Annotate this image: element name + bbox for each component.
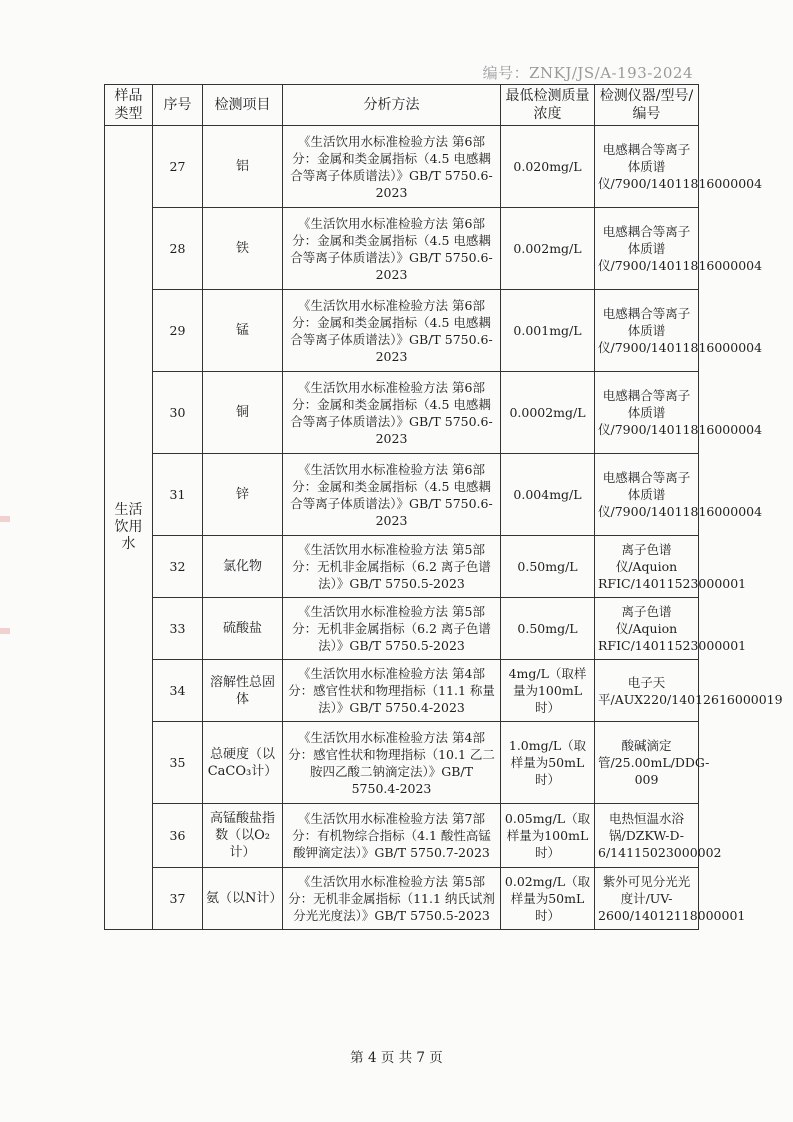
- table-row: [105, 660, 699, 722]
- stamp-mark: [0, 628, 10, 634]
- method-cell: 《生活饮用水标准检验方法 第7部分：有机物综合指标（4.1 酸性高锰酸钾滴定法）》GB/T 5750.7-2023: [283, 804, 501, 868]
- item-cell: 锌: [203, 454, 283, 536]
- limit-cell: 0.50mg/L: [501, 536, 595, 598]
- instrument-cell: 离子色谱仪/Aquion RFIC/14011523000001: [595, 598, 699, 660]
- limit-cell: 0.50mg/L: [501, 598, 595, 660]
- table-row: [105, 454, 699, 536]
- table-row: [105, 598, 699, 660]
- seq-cell: 29: [153, 290, 203, 372]
- item-cell: 氯化物: [203, 536, 283, 598]
- instrument-cell: 电子天平/AUX220/14012616000019: [595, 660, 699, 722]
- header-row: [105, 85, 699, 126]
- seq-cell: 34: [153, 660, 203, 722]
- header-method: 分析方法: [283, 85, 501, 126]
- limit-cell: 0.05mg/L（取样量为100mL时）: [501, 804, 595, 868]
- method-cell: 《生活饮用水标准检验方法 第6部分：金属和类金属指标（4.5 电感耦合等离子体质谱法）》GB/T 5750.6-2023: [283, 126, 501, 208]
- instrument-cell: 电感耦合等离子体质谱仪/7900/14011816000004: [595, 126, 699, 208]
- instrument-cell: 电感耦合等离子体质谱仪/7900/14011816000004: [595, 208, 699, 290]
- item-cell: 氨（以N计）: [203, 868, 283, 930]
- table-row: [105, 290, 699, 372]
- item-cell: 总硬度（以CaCO₃计）: [203, 722, 283, 804]
- seq-cell: 27: [153, 126, 203, 208]
- seq-cell: 37: [153, 868, 203, 930]
- item-cell: 溶解性总固体: [203, 660, 283, 722]
- limit-cell: 0.004mg/L: [501, 454, 595, 536]
- table-row: [105, 722, 699, 804]
- item-cell: 硫酸盐: [203, 598, 283, 660]
- item-cell: 铝: [203, 126, 283, 208]
- limit-cell: 0.02mg/L（取样量为50mL时）: [501, 868, 595, 930]
- limit-cell: 0.001mg/L: [501, 290, 595, 372]
- instrument-cell: 电感耦合等离子体质谱仪/7900/14011816000004: [595, 454, 699, 536]
- table-row: [105, 868, 699, 930]
- detection-table: [104, 84, 783, 930]
- stamp-mark: [0, 516, 10, 522]
- instrument-cell: 电感耦合等离子体质谱仪/7900/14011816000004: [595, 372, 699, 454]
- seq-cell: 36: [153, 804, 203, 868]
- method-cell: 《生活饮用水标准检验方法 第4部分：感官性状和物理指标（11.1 称量法）》GB/T 5750.4-2023: [283, 660, 501, 722]
- page-footer: 第 4 页 共 7 页: [350, 1050, 443, 1066]
- limit-cell: 0.002mg/L: [501, 208, 595, 290]
- seq-cell: 32: [153, 536, 203, 598]
- method-cell: 《生活饮用水标准检验方法 第6部分：金属和类金属指标（4.5 电感耦合等离子体质谱法）》GB/T 5750.6-2023: [283, 208, 501, 290]
- method-cell: 《生活饮用水标准检验方法 第6部分：金属和类金属指标（4.5 电感耦合等离子体质谱法）》GB/T 5750.6-2023: [283, 372, 501, 454]
- item-cell: 铜: [203, 372, 283, 454]
- seq-cell: 35: [153, 722, 203, 804]
- limit-cell: 0.020mg/L: [501, 126, 595, 208]
- table-row: [105, 804, 699, 868]
- method-cell: 《生活饮用水标准检验方法 第5部分：无机非金属指标（6.2 离子色谱法）》GB/T 5750.5-2023: [283, 536, 501, 598]
- instrument-cell: 紫外可见分光光度计/UV-2600/14012118000001: [595, 868, 699, 930]
- seq-cell: 30: [153, 372, 203, 454]
- document-number: 编号：ZNKJ/JS/A-193-2024: [482, 64, 693, 82]
- method-cell: 《生活饮用水标准检验方法 第5部分：无机非金属指标（6.2 离子色谱法）》GB/T 5750.5-2023: [283, 598, 501, 660]
- header-limit: 最低检测质量浓度: [501, 85, 595, 126]
- instrument-cell: 离子色谱仪/Aquion RFIC/14011523000001: [595, 536, 699, 598]
- table-row: [105, 536, 699, 598]
- item-cell: 铁: [203, 208, 283, 290]
- limit-cell: 4mg/L（取样量为100mL时）: [501, 660, 595, 722]
- item-cell: 锰: [203, 290, 283, 372]
- seq-cell: 33: [153, 598, 203, 660]
- header-item: 检测项目: [203, 85, 283, 126]
- instrument-cell: 酸碱滴定管/25.00mL/DDG-009: [595, 722, 699, 804]
- seq-cell: 28: [153, 208, 203, 290]
- seq-cell: 31: [153, 454, 203, 536]
- method-cell: 《生活饮用水标准检验方法 第5部分：无机非金属指标（11.1 纳氏试剂分光光度法）》GB/T 5750.5-2023: [283, 868, 501, 930]
- header-seq: 序号: [153, 85, 203, 126]
- method-cell: 《生活饮用水标准检验方法 第6部分：金属和类金属指标（4.5 电感耦合等离子体质谱法）》GB/T 5750.6-2023: [283, 454, 501, 536]
- item-cell: 高锰酸盐指数（以O₂计）: [203, 804, 283, 868]
- instrument-cell: 电热恒温水浴锅/DZKW-D-6/14115023000002: [595, 804, 699, 868]
- header-instrument: 检测仪器/型号/编号: [595, 85, 699, 126]
- table-row: [105, 372, 699, 454]
- method-cell: 《生活饮用水标准检验方法 第6部分：金属和类金属指标（4.5 电感耦合等离子体质谱法）》GB/T 5750.6-2023: [283, 290, 501, 372]
- instrument-cell: 电感耦合等离子体质谱仪/7900/14011816000004: [595, 290, 699, 372]
- header-sample-type: 样品类型: [105, 85, 153, 126]
- method-cell: 《生活饮用水标准检验方法 第4部分：感官性状和物理指标（10.1 乙二胺四乙酸二钠滴定法）》GB/T 5750.4-2023: [283, 722, 501, 804]
- table-row: [105, 208, 699, 290]
- limit-cell: 0.0002mg/L: [501, 372, 595, 454]
- table-row: [105, 126, 699, 208]
- sample-type-cell: 生活饮用水: [105, 126, 153, 930]
- limit-cell: 1.0mg/L（取样量为50mL时）: [501, 722, 595, 804]
